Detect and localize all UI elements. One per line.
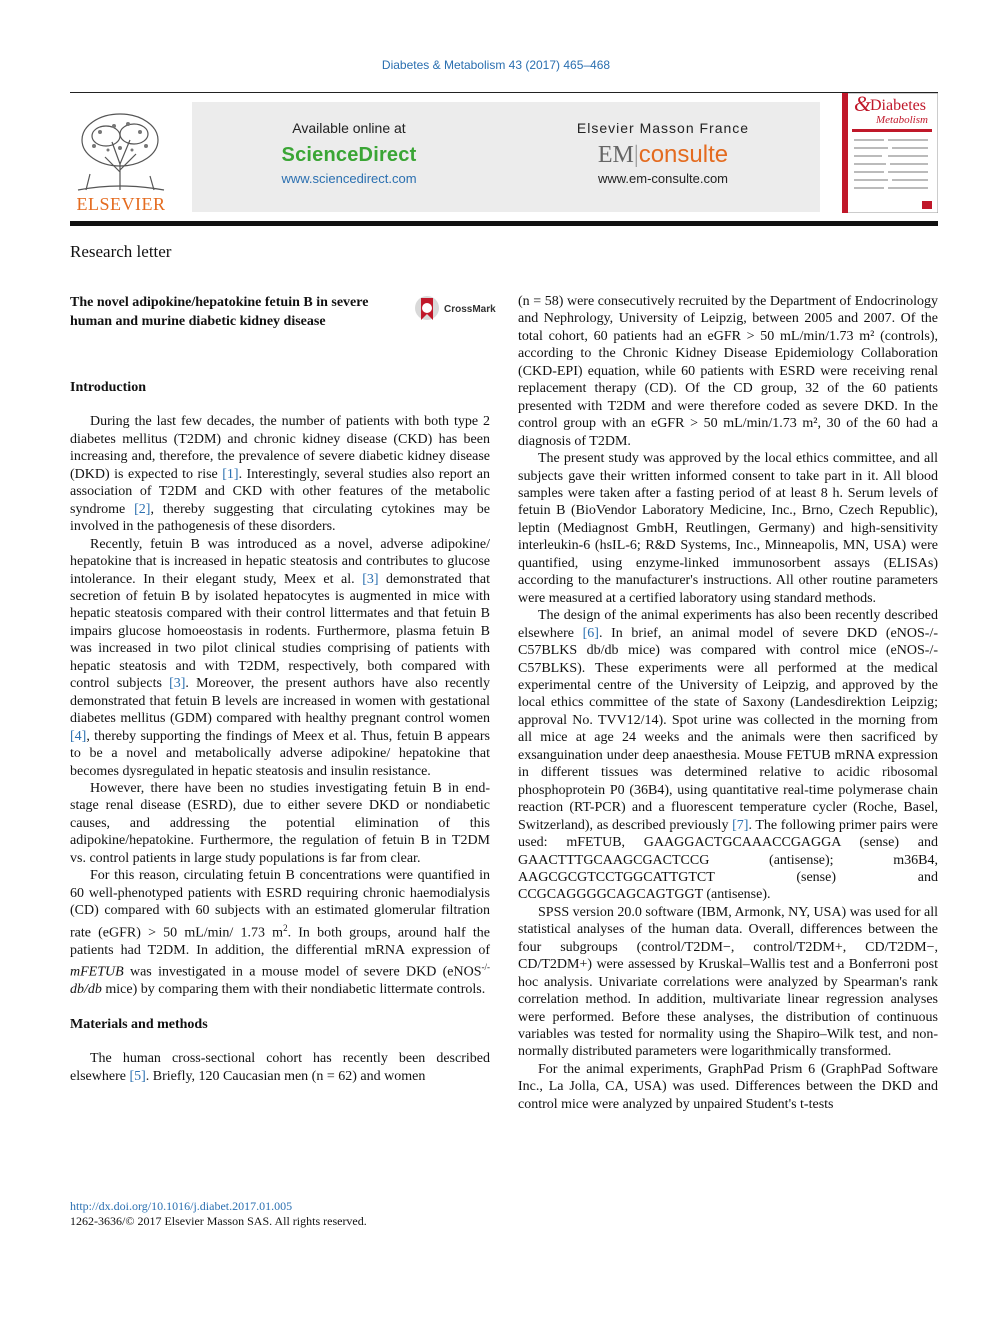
methods-paragraph-3 — [518, 607, 938, 904]
text: . Interestingly, several studies also report an association of T2DM and CKD with other features of the metabolic syndrome — [70, 466, 491, 517]
copyright-notice: 1262-3636/© 2017 Elsevier Masson SAS. All rights reserved. — [70, 1214, 367, 1228]
text: . The following primer pairs were used: mFETUB, GAAGGACTGCAAACCGAGGA (sense) and GAACTTTGCAAGCGACTCCG (antisense); m36B4, AAGCGCGTCCTGGCATTGTCT (sense) and CCGCAGGGGCAGCAGTGGT (antisense). — [518, 817, 938, 903]
intro-paragraph-1 — [70, 413, 490, 535]
crossmark-label: CrossMark — [444, 304, 496, 315]
available-online-label: Available online at — [292, 120, 406, 136]
left-column — [70, 293, 490, 1085]
text: The design of the animal experiments has also been recently described elsewhere — [518, 608, 938, 641]
elsevier-masson-label: Elsevier Masson France — [576, 120, 750, 136]
gene-name: mFETUB — [70, 964, 124, 980]
methods-paragraph-1 — [70, 1050, 490, 1085]
emconsulte-block — [506, 120, 820, 186]
text: demonstrated that secretion of fetuin B by isolated hepatocytes is augmented in mice with hepatic steatosis compared with their control littermates and that fetuin B impairs glucose homoeostasis in rodents. Furthermore, plasma fetuin B was increased in two pilot clinical studies comprising of patients with hepatic steatosis and with T2DM, respectively, both compared with control subjects — [70, 571, 490, 692]
footer — [70, 1199, 367, 1229]
text: For this reason, circulating fetuin B concentrations were quantified in 60 well-phenotyped patients with ESRD requiring chronic haemodialysis (CD) compared with 60 subjects with an estimated glomerular filtration rate (eGFR) > 50 mL/min/ 1.73 m — [70, 868, 490, 941]
text: Recently, fetuin B was introduced as a novel, adverse adipokine/ hepatokine that is increased in hepatic steatosis and contributes to glucose intolerance. In their elegant study, Meex et al. — [70, 536, 490, 587]
methods-paragraph-2: The present study was approved by the local ethics committee, and all subjects gave their written informed consent to take part in it. All blood samples were taken after a fasting period of at least 8 h. Serum levels of fetuin B (BioVendor Laboratory Medicine, Inc., Brno, Czech Republic), leptin (Mediagnost GmbH, Reutlingen, Germany) and high-sensitivity interleukin-6 (hsIL-6; R&D Systems, Inc., Minneapolis, MN, USA) were quantified, using enzyme-linked immunosorbent assays (ELISAs) according to the manufacturer's instructions. All other routine parameters were measured at a certified laboratory using standard methods. — [518, 451, 938, 606]
text: , thereby supporting the findings of Meex et al. Thus, fetuin B appears to be a novel and metabolically adverse adipokine/ hepatokine that becomes dysregulated in hepatic steatosis and insulin resistance. — [70, 728, 490, 779]
cover-title: Diabetes — [870, 97, 926, 114]
superscript: -/- — [481, 962, 490, 973]
citation-3b[interactable]: [3] — [169, 676, 186, 692]
citation-2[interactable]: [2] — [134, 501, 151, 517]
citation-5[interactable]: [5] — [129, 1068, 146, 1084]
cover-subtitle: Metabolism — [876, 114, 928, 126]
methods-paragraph-4: SPSS version 20.0 software (IBM, Armonk, NY, USA) was used for all statistical analyses of the human data. Overall, differences between the four subgroups (control/T2DM−, control/T2DM+, CD/T2DM−, CD/T2DM+) were assessed by Kruskal–Wallis test and a Bonferroni post hoc analysis. Univariate correlations were analyzed by Spearman's rank correlation method. In addition, multivariate linear regression analyses were performed. Before these analyses, the distribution of continuous variables was tested for normality using the Shapiro–Wilk test, and non-normally distributed parameters were logarithmically transformed. — [518, 904, 938, 1060]
emconsulte-logo[interactable]: EM|consulte — [597, 141, 729, 168]
sciencedirect-logo[interactable]: ScienceDirect — [281, 144, 417, 166]
intro-paragraph-3: However, there have been no studies investigating fetuin B in end-stage renal disease (ESRD), due to either severe DKD or nondiabetic causes, and addressing the potential elimination of this adipokine/hepatokine. Furthermore, the regulation of fetuin B in T2DM vs. control patients in large study populations is far from clear. — [70, 780, 490, 866]
text: . Briefly, 120 Caucasian men (n = 62) and women — [145, 1068, 426, 1084]
elsevier-wordmark: ELSEVIER — [76, 194, 166, 214]
header-divider — [70, 92, 938, 93]
methods-paragraph-5: For the animal experiments, GraphPad Prism 6 (GraphPad Software Inc., La Jolla, CA, USA) was used. Differences between the DKD and control mice were analyzed by unpaired Student's t-tests — [518, 1061, 938, 1112]
emconsulte-link[interactable]: www.em-consulte.com — [597, 171, 729, 186]
text: mice) by comparing them with their nondiabetic littermate controls. — [101, 982, 486, 998]
methods-paragraph-1-cont: (n = 58) were consecutively recruited by the Department of Endocrinology and Nephrology, University of Leipzig, between 2005 and 2007. Of the total cohort, 60 patients had an eGFR > 50 mL/min/1.73 m² (controls), according to the Chronic Kidney Disease Epidemiology Collaboration (CKD-EPI) equation, while 60 patients with ESRD were receiving renal replacement therapy (CD). Of the CD group, 32 of the 60 patients presented with T2DM and were therefore coded as severe DKD. In the control group with an eGFR > 50 mL/min/1.73 m², 30 of the 60 had a diagnosis of T2DM. — [518, 294, 938, 449]
citation-1[interactable]: [1] — [222, 466, 239, 482]
text: . In both groups, around half the patients had T2DM. In addition, the differential mRNA expression of — [70, 925, 490, 958]
svg-text:&: & — [854, 93, 872, 116]
article-title: The novel adipokine/hepatokine fetuin B in severe human and murine diabetic kidney disease — [70, 295, 369, 329]
journal-reference[interactable]: Diabetes & Metabolism 43 (2017) 465–468 — [381, 58, 611, 72]
text: was investigated in a mouse model of severe DKD (eNOS — [123, 964, 482, 980]
citation-7[interactable]: [7] — [732, 817, 749, 833]
sciencedirect-block — [192, 120, 506, 186]
journal-cover-thumbnail[interactable] — [842, 93, 938, 213]
text: , thereby suggesting that circulating cytokines may be involved in the pathogenesis of these disorders. — [70, 501, 490, 535]
emconsulte-em: EM — [597, 142, 634, 168]
emconsulte-consulte: consulte — [638, 141, 729, 168]
text: During the last few decades, the number of patients with both type 2 diabetes mellitus (T2DM) and chronic kidney disease (CKD) has been increasing and, therefore, the prevalence of severe diabetic kidney disease (DKD) is expected to rise — [70, 414, 490, 482]
doi-link[interactable]: http://dx.doi.org/10.1016/j.diabet.2017.01.005 — [70, 1199, 293, 1213]
introduction-heading: Introduction — [70, 380, 146, 395]
methods-heading: Materials and methods — [70, 1016, 208, 1032]
text: . In brief, an animal model of severe DKD (eNOS-/- C57BLKS db/db mice) was compared with control mice (eNOS-/- C57BLKS). These experiments were all performed at the medical experimental centre of the University of Leipzig, and approved by the local ethics committee of the state of Saxony (Landesdirektion Leipzig; approval No. TVV12/14). Spot urine was collected in the morning from all mice at age 24 weeks and the animals were then sacrificed by exsanguination under deep anaesthesia. Mouse FETUB mRNA expression in different tissues was determined relative to acidic ribosomal phosphoprotein P0 (36B4), using quantitative real-time polymerase chain reaction (RT-PCR) and a fluorescent temperature cycler (Roche, Basel, Switzerland), as described previously — [518, 625, 938, 833]
citation-6[interactable]: [6] — [582, 625, 599, 641]
header-thick-rule — [70, 221, 938, 226]
superscript: 2 — [283, 922, 288, 933]
text: . Moreover, the present authors have also recently demonstrated that fetuin B levels are increased in women with gestational diabetes mellitus (GDM) compared with healthy pregnant control women — [70, 676, 490, 727]
citation-3[interactable]: [3] — [362, 571, 379, 587]
article-type-label: Research letter — [70, 242, 172, 261]
sciencedirect-link[interactable]: www.sciencedirect.com — [281, 171, 417, 186]
right-column — [518, 293, 938, 1113]
citation-4[interactable]: [4] — [70, 728, 87, 744]
intro-paragraph-4 — [70, 867, 490, 998]
intro-paragraph-2 — [70, 536, 490, 780]
text: The human cross-sectional cohort has recently been described elsewhere — [70, 1051, 490, 1084]
mouse-model: db/db — [70, 982, 102, 998]
publisher-banner — [192, 102, 820, 212]
